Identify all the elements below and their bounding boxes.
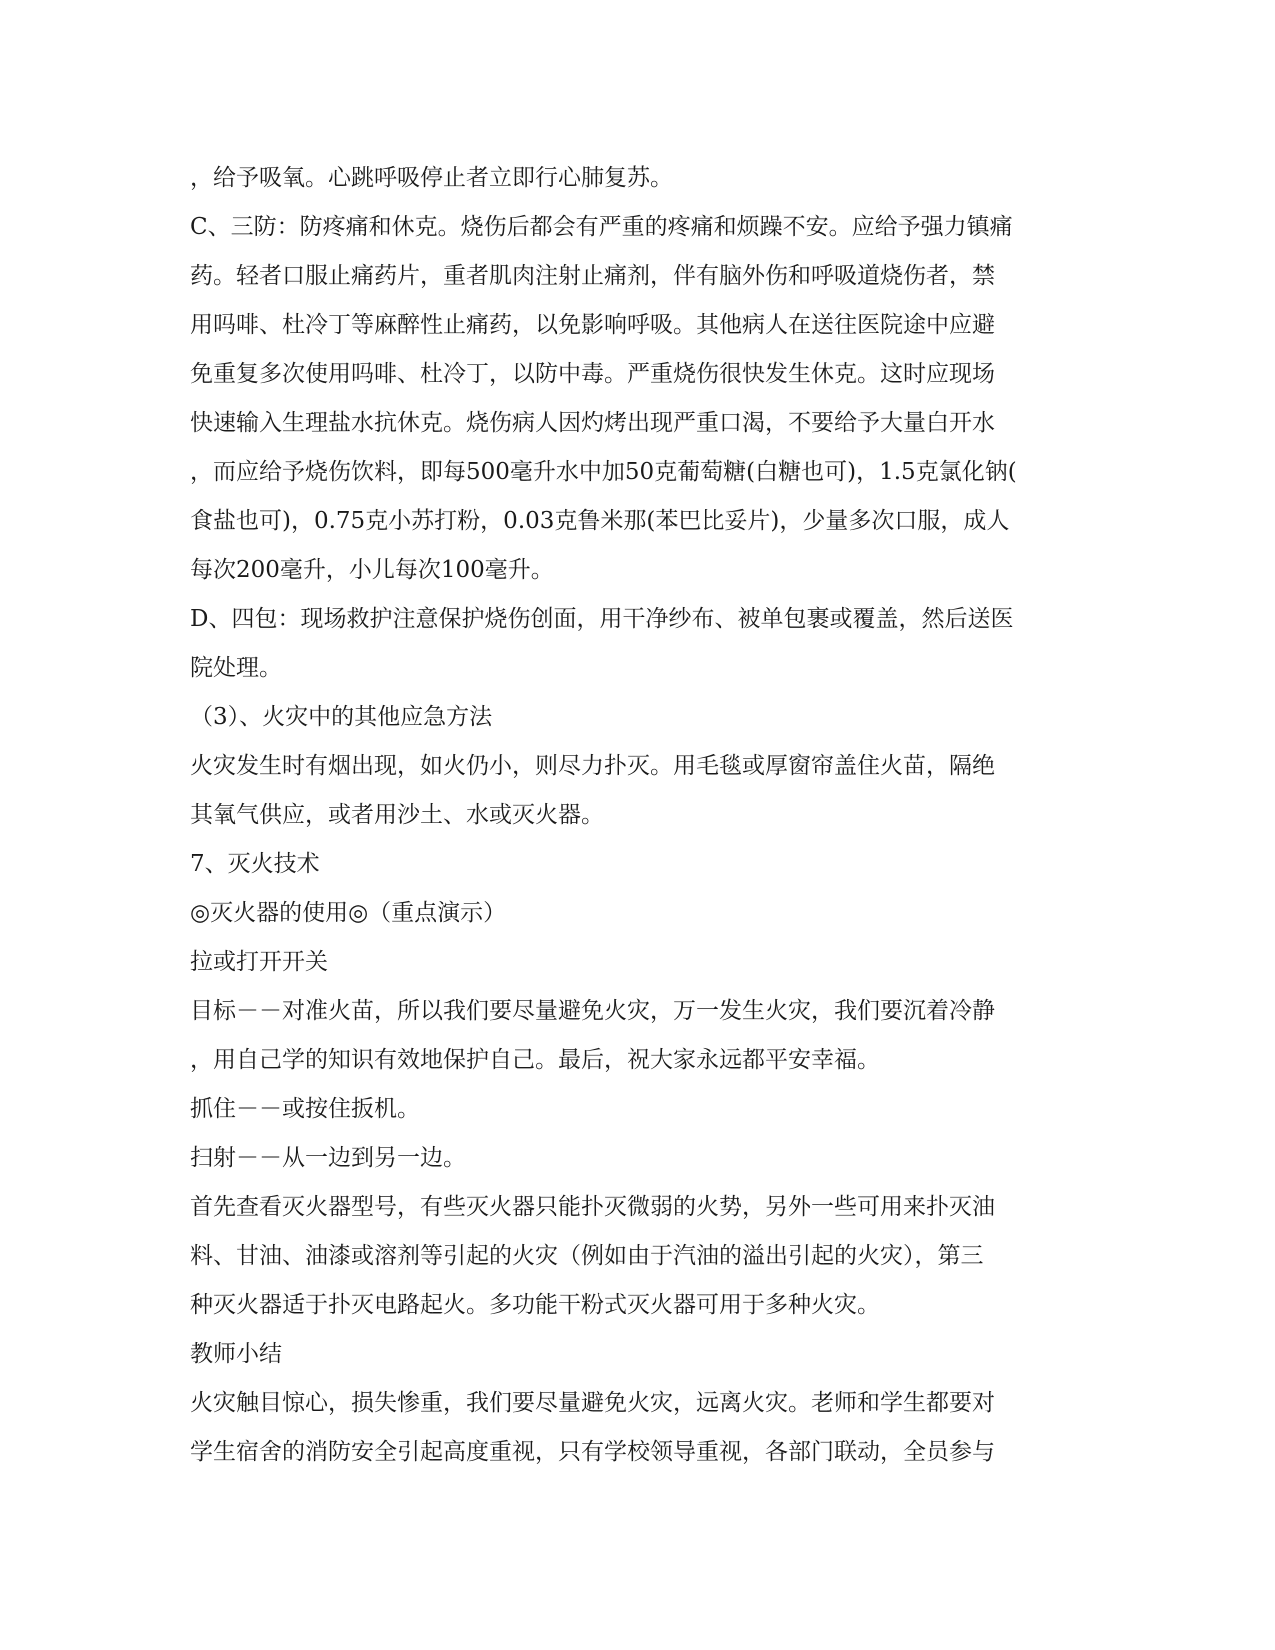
text-line: 拉或打开开关	[190, 949, 328, 975]
text-line: 目标－－对准火苗，所以我们要尽量避免火灾，万一发生火灾，我们要沉着冷静	[190, 998, 995, 1024]
text-line: 火灾发生时有烟出现，如火仍小，则尽力扑灭。用毛毯或厚窗帘盖住火苗，隔绝	[190, 753, 995, 779]
text-line: ，用自己学的知识有效地保护自己。最后，祝大家永远都平安幸福。	[190, 1047, 880, 1073]
text-line: 扫射－－从一边到另一边。	[190, 1145, 466, 1171]
text-line: 首先查看灭火器型号，有些灭火器只能扑灭微弱的火势，另外一些可用来扑灭油	[190, 1194, 995, 1220]
section-heading: 教师小结	[190, 1341, 282, 1367]
text-line: 学生宿舍的消防安全引起高度重视，只有学校领导重视，各部门联动，全员参与	[190, 1439, 995, 1465]
section-heading: 7、灭火技术	[190, 851, 320, 877]
text-line: 抓住－－或按住扳机。	[190, 1096, 420, 1122]
text-line: 每次200毫升，小儿每次100毫升。	[190, 557, 554, 583]
text-line: 药。轻者口服止痛药片，重者肌肉注射止痛剂，伴有脑外伤和呼吸道烧伤者，禁	[190, 263, 995, 289]
text-line: ，而应给予烧伤饮料，即每500毫升水中加50克葡萄糖(白糖也可)，1.5克氯化钠(	[190, 459, 1017, 485]
text-line: C、三防：防疼痛和休克。烧伤后都会有严重的疼痛和烦躁不安。应给予强力镇痛	[190, 214, 1013, 240]
subsection-heading: ◎灭火器的使用◎（重点演示）	[190, 900, 507, 926]
document-body	[190, 154, 1086, 1477]
text-line: 院处理。	[190, 655, 282, 681]
text-line: 种灭火器适于扑灭电路起火。多功能干粉式灭火器可用于多种火灾。	[190, 1292, 880, 1318]
text-line: ，给予吸氧。心跳呼吸停止者立即行心肺复苏。	[190, 165, 673, 191]
text-line: 快速输入生理盐水抗休克。烧伤病人因灼烤出现严重口渴，不要给予大量白开水	[190, 410, 995, 436]
text-line: 用吗啡、杜冷丁等麻醉性止痛药，以免影响呼吸。其他病人在送往医院途中应避	[190, 312, 995, 338]
text-line: 火灾触目惊心，损失惨重，我们要尽量避免火灾，远离火灾。老师和学生都要对	[190, 1390, 995, 1416]
section-heading: （3）、火灾中的其他应急方法	[190, 704, 493, 730]
text-line: 食盐也可)，0.75克小苏打粉，0.03克鲁米那(苯巴比妥片)，少量多次口服，成人	[190, 508, 1010, 534]
text-line: 料、甘油、油漆或溶剂等引起的火灾（例如由于汽油的溢出引起的火灾），第三	[190, 1243, 984, 1269]
text-line: 免重复多次使用吗啡、杜冷丁，以防中毒。严重烧伤很快发生休克。这时应现场	[190, 361, 995, 387]
text-line: D、四包：现场救护注意保护烧伤创面，用干净纱布、被单包裹或覆盖，然后送医	[190, 606, 1014, 632]
text-line: 其氧气供应，或者用沙土、水或灭火器。	[190, 802, 604, 828]
